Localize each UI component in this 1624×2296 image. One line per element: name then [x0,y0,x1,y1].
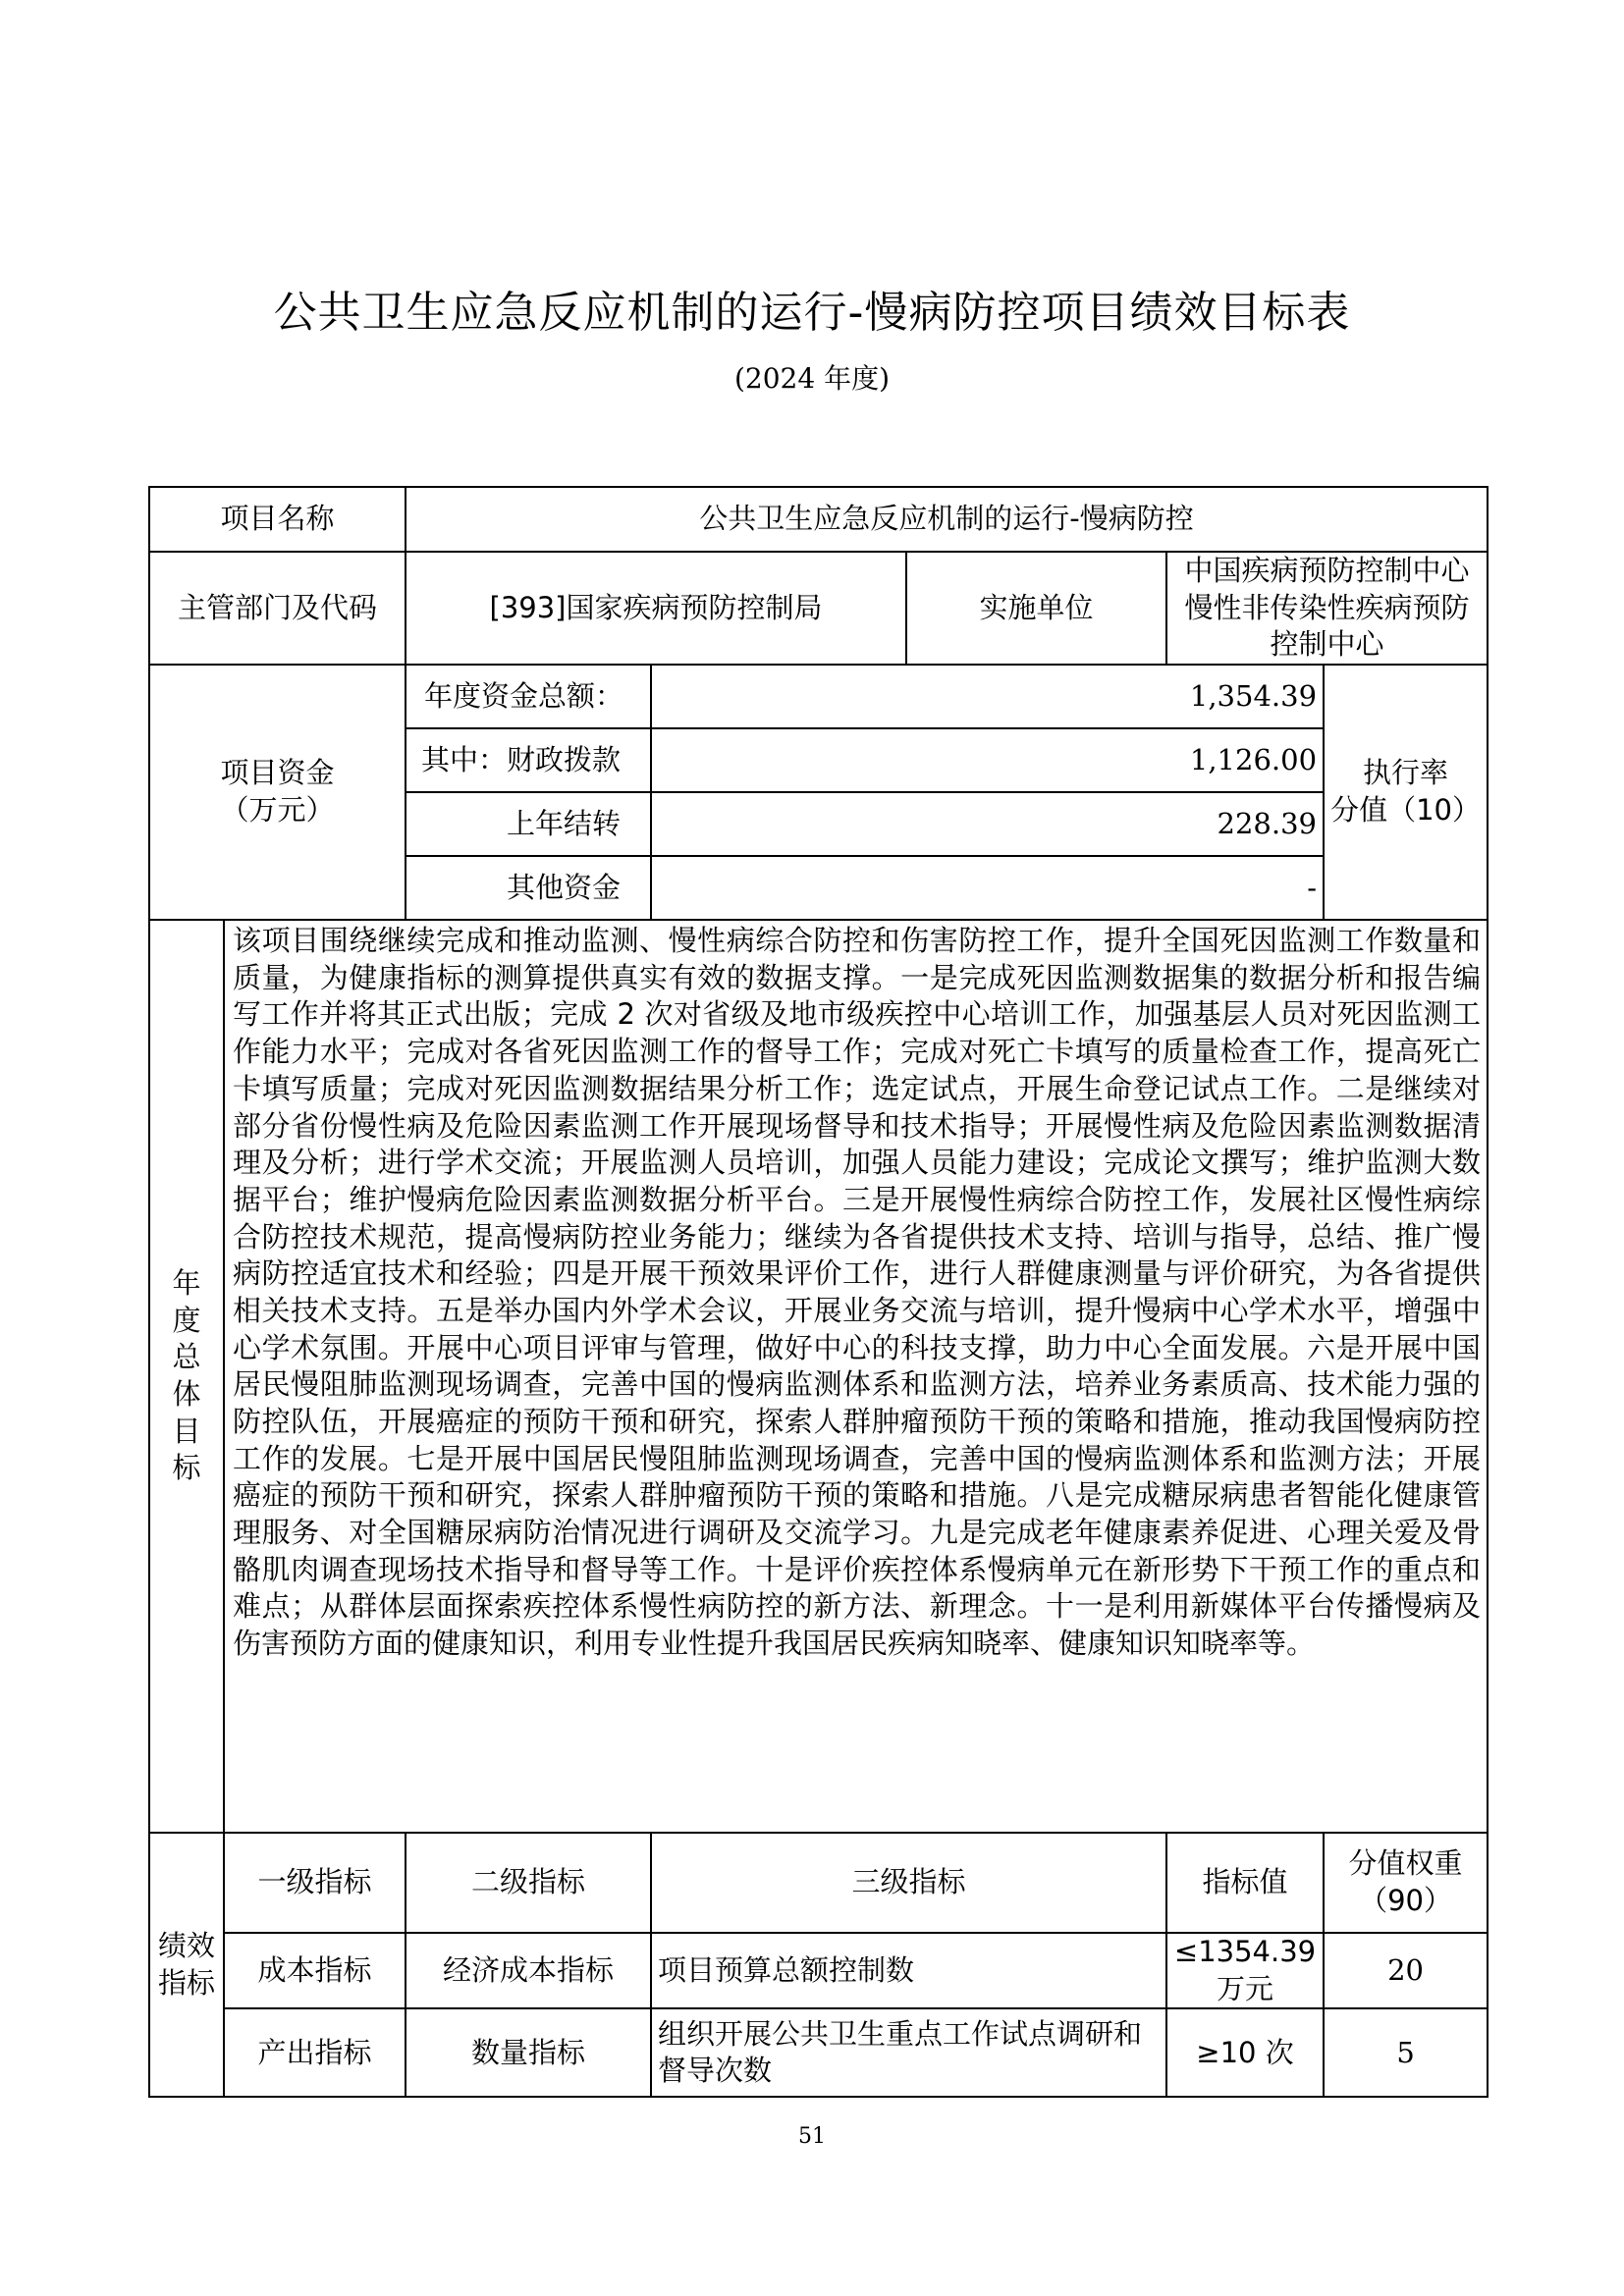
indicator-row [149,2008,1488,2097]
indicator-level3: 组织开展公共卫生重点工作试点调研和督导次数 [651,2008,1166,2097]
performance-goal-table [148,486,1489,2098]
implementing-unit-value: 中国疾病预防控制中心慢性非传染性疾病预防控制中心 [1166,552,1488,665]
department-row [149,552,1488,665]
funds-label-line1: 项目资金 [220,756,335,790]
page-subtitle: (2024 年度) [733,362,890,395]
performance-label-line1: 绩效 [157,1929,215,1963]
indicator-level1: 成本指标 [224,1933,406,2008]
funds-label [149,665,406,920]
indicator-weight: 20 [1324,1933,1488,2008]
indicator-level1: 产出指标 [224,2008,406,2097]
funds-carryover-label: 上年结转 [406,792,651,856]
project-name-label: 项目名称 [149,487,406,552]
indicator-level2: 经济成本指标 [406,1933,651,2008]
header-level3: 三级指标 [651,1833,1166,1933]
funds-carryover-value: 228.39 [651,792,1324,856]
indicator-value: ≥10 次 [1166,2008,1324,2097]
annual-goal-row [149,920,1488,1833]
page-number: 51 [798,2124,826,2149]
page-title: 公共卫生应急反应机制的运行-慢病防控项目绩效目标表 [273,288,1351,338]
annual-goal-label-char: 体 [172,1377,201,1412]
annual-goal-label-char: 年 [172,1266,201,1300]
department-label: 主管部门及代码 [149,552,406,665]
annual-goal-label-char: 标 [172,1451,201,1485]
funds-total-value: 1,354.39 [651,665,1324,728]
performance-label [149,1833,224,2097]
funds-label-line2: （万元） [220,793,335,828]
header-value: 指标值 [1166,1833,1324,1933]
annual-goal-label-char: 总 [172,1340,201,1374]
funds-row [149,665,1488,728]
indicator-value: ≤1354.39 万元 [1166,1933,1324,2008]
execution-rate-line2: 分值（10） [1330,793,1481,828]
indicator-header-row [149,1833,1488,1933]
header-level1: 一级指标 [224,1833,406,1933]
execution-rate-cell [1324,665,1488,920]
indicator-level3: 项目预算总额控制数 [651,1933,1166,2008]
project-name-value: 公共卫生应急反应机制的运行-慢病防控 [406,487,1488,552]
funds-total-label: 年度资金总额： [406,665,651,728]
funds-fiscal-value: 1,126.00 [651,728,1324,792]
department-value: [393]国家疾病预防控制局 [406,552,906,665]
project-name-row [149,487,1488,552]
annual-goal-label [149,920,224,1833]
implementing-unit-label: 实施单位 [906,552,1166,665]
indicator-level2: 数量指标 [406,2008,651,2097]
funds-fiscal-label: 其中：财政拨款 [406,728,651,792]
annual-goal-label-char: 度 [172,1303,201,1337]
header-weight-line1: 分值权重 [1348,1846,1463,1881]
indicator-weight: 5 [1324,2008,1488,2097]
funds-other-value: - [651,856,1324,920]
header-weight [1324,1833,1488,1933]
annual-goal-text: 该项目围绕继续完成和推动监测、慢性病综合防控和伤害防控工作，提升全国死因监测工作数量和质量，为健康指标的测算提供真实有效的数据支撑。一是完成死因监测数据集的数据分析和报告编写工作并将其正式出版；完成 2 次对省级及地市级疾控中心培训工作，加强基层人员对死因监测工作能力水平；完成对各省死因监测工作的督导工作；完成对死亡卡填写的质量检查工作，提高死亡卡填写质量；完成对死因监测数据结果分析工作；选定试点，开展生命登记试点工作。二是继续对部分省份慢性病及危险因素监测工作开展现场督导和技术指导；开展慢性病及危险因素监测数据清理及分析；进行学术交流；开展监测人员培训，加强人员能力建设；完成论文撰写；维护监测大数据平台；维护慢病危险因素监测数据分析平台。三是开展慢性病综合防控工作，发展社区慢性病综合防控技术规范，提高慢病防控业务能力；继续为各省提供技术支持、培训与指导，总结、推广慢病防控适宜技术和经验；四是开展干预效果评价工作，进行人群健康测量与评价研究，为各省提供相关技术支持。五是举办国内外学术会议，开展业务交流与培训，提升慢病中心学术水平，增强中心学术氛围。开展中心项目评审与管理，做好中心的科技支撑，助力中心全面发展。六是开展中国居民慢阻肺监测现场调查，完善中国的慢病监测体系和监测方法，培养业务素质高、技术能力强的防控队伍，开展癌症的预防干预和研究，探索人群肿瘤预防干预的策略和措施，推动我国慢病防控工作的发展。七是开展中国居民慢阻肺监测现场调查，完善中国的慢病监测体系和监测方法；开展癌症的预防干预和研究，探索人群肿瘤预防干预的策略和措施。八是完成糖尿病患者智能化健康管理服务、对全国糖尿病防治情况进行调研及交流学习。九是完成老年健康素养促进、心理关爱及骨骼肌肉调查现场技术指导和督导等工作。十是评价疾控体系慢病单元在新形势下干预工作的重点和难点；从群体层面探索疾控体系慢性病防控的新方法、新理念。十一是利用新媒体平台传播慢病及伤害预防方面的健康知识，利用专业性提升我国居民疾病知晓率、健康知识知晓率等。 [224,920,1488,1833]
funds-other-label: 其他资金 [406,856,651,920]
annual-goal-label-char: 目 [172,1414,201,1448]
execution-rate-line1: 执行率 [1363,756,1449,790]
performance-label-line2: 指标 [157,1965,215,2000]
header-level2: 二级指标 [406,1833,651,1933]
indicator-row [149,1933,1488,2008]
header-weight-line2: （90） [1359,1884,1452,1918]
